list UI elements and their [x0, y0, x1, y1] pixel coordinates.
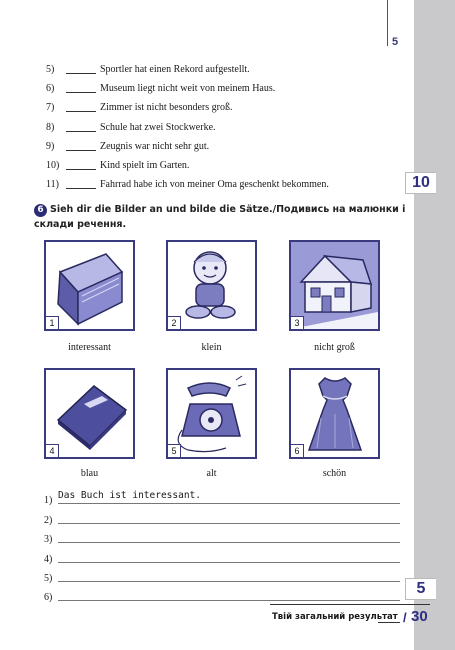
item-text: Fahrrad habe ich von meiner Oma geschenkt bekommen.: [100, 179, 329, 191]
page-top-divider: [387, 0, 388, 46]
item-number: 10): [46, 159, 60, 171]
blank-field[interactable]: [66, 160, 96, 170]
blank-field[interactable]: [66, 122, 96, 132]
answer-number: 2): [44, 514, 53, 526]
item-text: Sportler hat einen Rekord aufgestellt.: [100, 64, 250, 75]
total-result-label: Твій загальний результат: [272, 612, 398, 622]
item-number: 6): [46, 83, 55, 95]
list-item: [46, 122, 411, 141]
picture-caption: blau: [80, 468, 99, 479]
picture-number: 3: [291, 316, 304, 329]
picture-house: [289, 240, 380, 331]
answer-row: [44, 585, 400, 604]
dress-icon: [291, 370, 378, 457]
answer-row: [44, 488, 400, 507]
item-number: 5): [46, 64, 55, 75]
picture-number: 2: [168, 316, 181, 329]
answer-field[interactable]: [58, 529, 400, 543]
task-title: [34, 202, 409, 232]
picture-number: 4: [46, 444, 59, 457]
item-number: 7): [46, 102, 55, 114]
item-number: 8): [46, 121, 55, 133]
blank-field[interactable]: [66, 64, 96, 74]
answer-row: [44, 546, 400, 565]
list-item: [46, 160, 411, 179]
picture-notebook: [44, 368, 135, 459]
answer-row: [44, 507, 400, 526]
picture-caption: schön: [322, 468, 347, 479]
total-result-footer: [270, 604, 430, 627]
answer-number: 5): [44, 572, 53, 584]
answer-number: 6): [44, 592, 53, 604]
answer-row: [44, 527, 400, 546]
answer-row: [44, 566, 400, 585]
picture-caption: klein: [201, 342, 222, 353]
score-box-task6: 5: [405, 578, 436, 600]
picture-caption: interessant: [68, 342, 111, 353]
answer-lines: [44, 488, 400, 604]
task-number-badge: 6: [34, 204, 47, 217]
item-number: 9): [46, 140, 55, 152]
house-icon: [291, 242, 378, 329]
list-item: [46, 141, 411, 160]
answer-number: 1): [44, 495, 53, 507]
picture-book: [44, 240, 135, 331]
picture-child: [166, 240, 257, 331]
list-item: [46, 179, 411, 198]
blank-field[interactable]: [66, 141, 96, 151]
picture-number: 1: [46, 316, 59, 329]
page-number: 5: [392, 36, 399, 48]
answer-field[interactable]: [58, 549, 400, 563]
picture-caption: nicht groß: [314, 342, 355, 353]
total-score-blank[interactable]: [378, 622, 400, 623]
page-sidebar: [414, 0, 455, 650]
answer-field[interactable]: [58, 568, 400, 582]
answer-field[interactable]: Das Buch ist interessant.: [58, 490, 400, 504]
list-item: [46, 64, 411, 83]
blank-field[interactable]: [66, 179, 96, 189]
item-text: Zimmer ist nicht besonders groß.: [100, 102, 233, 114]
total-slash: /: [403, 610, 407, 625]
answer-field[interactable]: [58, 587, 400, 601]
item-text: Schule hat zwei Stockwerke.: [100, 121, 216, 133]
total-max-score: 30: [411, 608, 428, 625]
previous-exercise-list: [46, 64, 411, 198]
blank-field[interactable]: [66, 102, 96, 112]
answer-field[interactable]: [58, 510, 400, 524]
book-icon: [46, 242, 133, 329]
task-instruction: Sieh dir die Bilder an und bilde die Sätze./Подивись на малюнки і склади речення.: [34, 204, 406, 230]
item-number: 11): [46, 179, 59, 191]
list-item: [46, 83, 411, 102]
telephone-icon: [168, 370, 255, 457]
item-text: Zeugnis war nicht sehr gut.: [100, 140, 210, 152]
score-box-previous: 10: [405, 172, 436, 194]
item-text: Kind spielt im Garten.: [100, 159, 190, 171]
answer-number: 4): [44, 553, 53, 565]
answer-number: 3): [44, 534, 53, 546]
picture-telephone: [166, 368, 257, 459]
picture-caption: alt: [206, 468, 217, 479]
picture-number: 6: [291, 444, 304, 457]
item-text: Museum liegt nicht weit von meinem Haus.: [100, 83, 276, 95]
picture-number: 5: [168, 444, 181, 457]
list-item: [46, 102, 411, 121]
blank-field[interactable]: [66, 83, 96, 93]
notebook-icon: [46, 370, 133, 457]
child-icon: [168, 242, 255, 329]
picture-dress: [289, 368, 380, 459]
